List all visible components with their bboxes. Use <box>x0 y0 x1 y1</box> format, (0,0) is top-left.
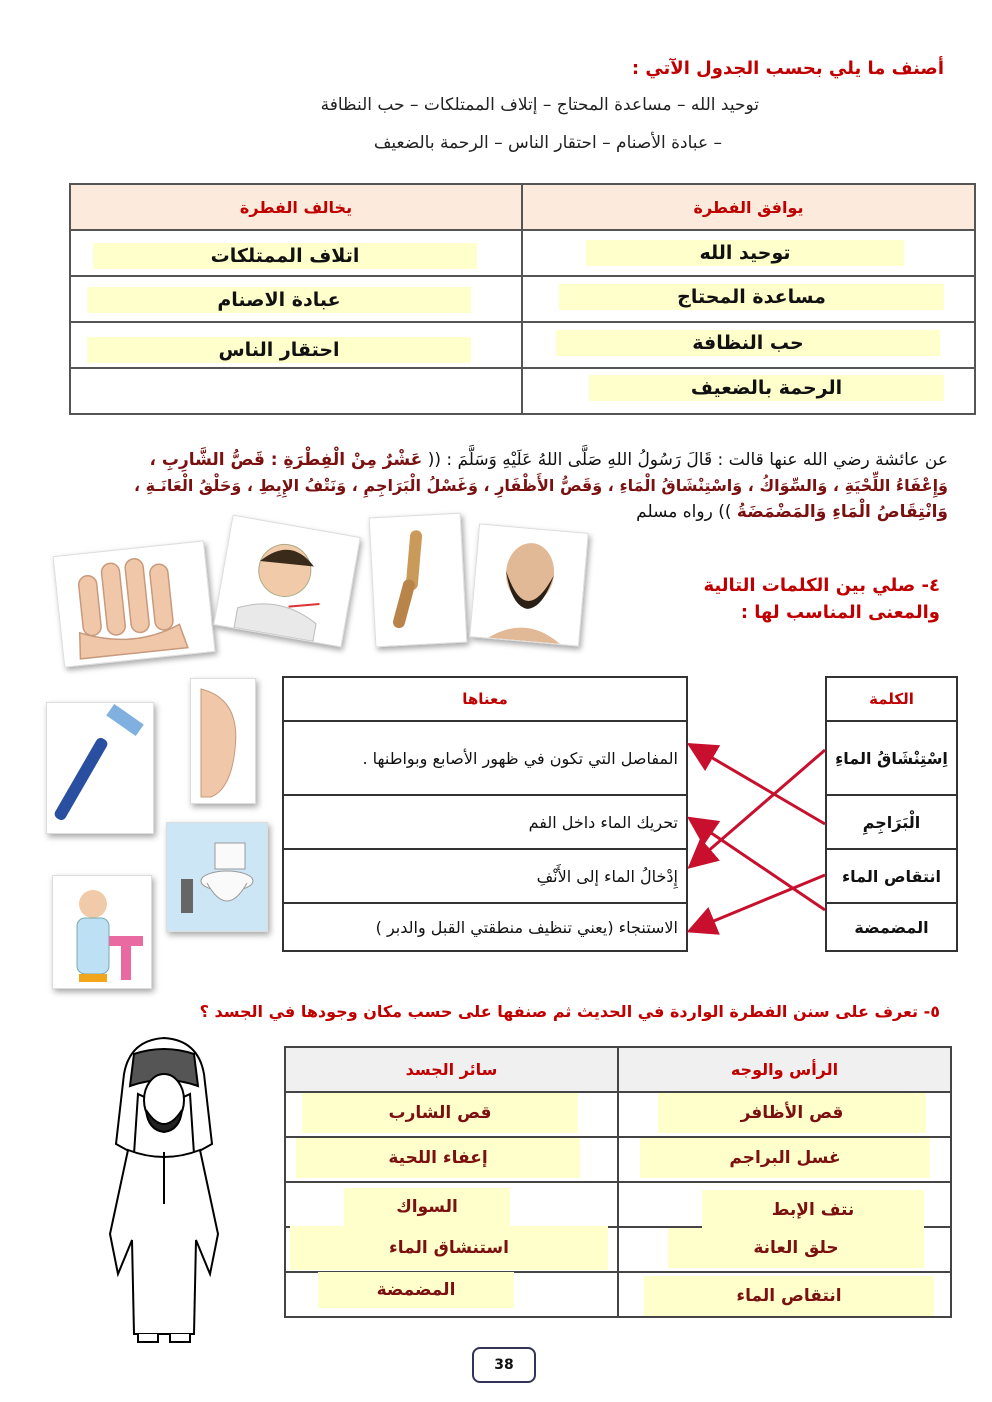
toilet-icon <box>167 823 267 931</box>
answer-highlight: عبادة الاصنام <box>87 287 471 313</box>
answer-highlight: احتقار الناس <box>87 337 471 363</box>
answer-highlight: اتلاف الممتلكات <box>93 243 477 269</box>
hadith-text-2: وَإِعْفَاءُ اللِّحْيَةِ ، وَالسِّوَاكُ ، وَاسْتِنْشَاقُ الْمَاءِ ، وَقَصُّ الأَظْفَارِ ، وَغَسْلُ الْبَرَاجِمِ ، وَنَتْفُ الإِبِطِ ، وَحَلْقُ الْعَانَـةِ ، <box>133 476 948 495</box>
body-answer: قص الأظافر <box>658 1093 926 1133</box>
armpit-image <box>190 678 256 804</box>
page-number: 38 <box>472 1347 536 1383</box>
arrow-line <box>692 875 825 930</box>
fitra-classification-table <box>69 183 976 415</box>
oppose-cell-4 <box>70 368 522 414</box>
toilet-image <box>166 822 268 932</box>
body-answer: حلق العانة <box>668 1228 924 1268</box>
head-answer: السواك <box>344 1188 510 1226</box>
oppose-cell-3 <box>70 322 522 368</box>
col-header-word: الكلمة <box>826 677 957 721</box>
washing-person-image <box>52 875 152 989</box>
miswak-icon <box>370 514 467 647</box>
hand-icon <box>54 541 215 666</box>
word-cell: الْبَرَاجِمِ <box>826 795 957 849</box>
beard-image <box>469 523 589 646</box>
washing-icon <box>53 876 151 988</box>
agree-cell-3 <box>522 322 975 368</box>
face-wash-icon <box>214 516 359 647</box>
answer-highlight: حب النظافة <box>556 330 940 356</box>
arrow-line <box>692 750 825 865</box>
col-header-meaning: معناها <box>283 677 687 721</box>
miswak-image <box>369 513 468 648</box>
hadith-ending: )) رواه مسلم <box>636 502 732 522</box>
meaning-cell: إِدْخالُ الماء إلى الأَنْفِ <box>283 849 687 903</box>
hadith-text-3: وَانْتِقَاصُ الْمَاءِ وَالمَضْمَضَةُ <box>736 502 948 522</box>
body-answer: نتف الإبط <box>702 1190 924 1230</box>
head-answer: استنشاق الماء <box>290 1226 608 1270</box>
hadith-text-1: عَشْرٌ مِنْ الْفِطْرَةِ : قَصُّ الشَّارِبِ ، <box>149 450 423 470</box>
hands-knuckles-image <box>53 540 216 667</box>
col-header-body: سائر الجسد <box>285 1047 618 1092</box>
body-answer: انتقاص الماء <box>644 1276 934 1316</box>
arrow-line <box>692 746 825 824</box>
section1-title: أصنف ما يلي بحسب الجدول الآتي : <box>631 58 944 79</box>
word-list-line2: – عبادة الأصنام – احتقار الناس – الرحمة بالضعيف <box>373 133 722 153</box>
razor-image <box>46 702 154 834</box>
agree-cell-4 <box>522 368 975 414</box>
col-header-oppose: يخالف الفطرة <box>70 184 522 230</box>
head-answer: قص الشارب <box>302 1093 578 1133</box>
beard-icon <box>470 525 587 646</box>
answer-highlight: مساعدة المحتاج <box>559 284 944 310</box>
word-cell: المضمضة <box>826 903 957 951</box>
agree-cell-2 <box>522 276 975 322</box>
razor-icon <box>47 703 153 833</box>
face-washing-image <box>213 515 360 648</box>
agree-cell-1 <box>522 230 975 276</box>
head-answer: المضمضة <box>318 1272 514 1308</box>
armpit-icon <box>191 679 255 803</box>
arrow-line <box>692 820 825 910</box>
head-answer: إعفاء اللحية <box>296 1138 580 1178</box>
man-in-thobe-illustration <box>94 1034 234 1346</box>
oppose-cell-2 <box>70 276 522 322</box>
oppose-cell-1 <box>70 230 522 276</box>
hadith-intro: عن عائشة رضي الله عنها قالت : قَالَ رَسُولُ اللهِ صَلَّى اللهُ عَلَيْهِ وَسَلَّمَ : (( <box>427 450 948 470</box>
col-header-head-face: الرأس والوجه <box>618 1047 951 1092</box>
word-cell: اِسْتِنْشَاقُ الماءِ <box>826 721 957 795</box>
section4-title-line1: ٤- صلي بين الكلمات التالية <box>703 575 940 596</box>
section4-title <box>703 572 940 626</box>
section4-title-line2: والمعنى المناسب لها : <box>740 602 940 623</box>
word-cell: انتقاص الماء <box>826 849 957 903</box>
matching-arrows <box>680 720 830 960</box>
words-table <box>825 676 958 952</box>
meaning-cell: المفاصل التي تكون في ظهور الأصابع وبواطنها . <box>283 721 687 795</box>
word-list-line1: توحيد الله – مساعدة المحتاج – إتلاف الممتلكات – حب النظافة <box>320 95 759 115</box>
meaning-cell: تحريك الماء داخل الفم <box>283 795 687 849</box>
meaning-cell: الاستنجاء (يعني تنظيف منطقتي القبل والدبر ) <box>283 903 687 951</box>
col-header-agree: يوافق الفطرة <box>522 184 975 230</box>
hadith-text <box>48 447 948 525</box>
section5-title: ٥- تعرف على سنن الفطرة الواردة في الحديث ثم صنفها على حسب مكان وجودها في الجسد ؟ <box>199 1002 940 1021</box>
answer-highlight: توحيد الله <box>586 240 904 266</box>
answer-highlight: الرحمة بالضعيف <box>589 375 944 401</box>
meanings-table <box>282 676 688 952</box>
body-answer: غسل البراجم <box>640 1138 930 1178</box>
